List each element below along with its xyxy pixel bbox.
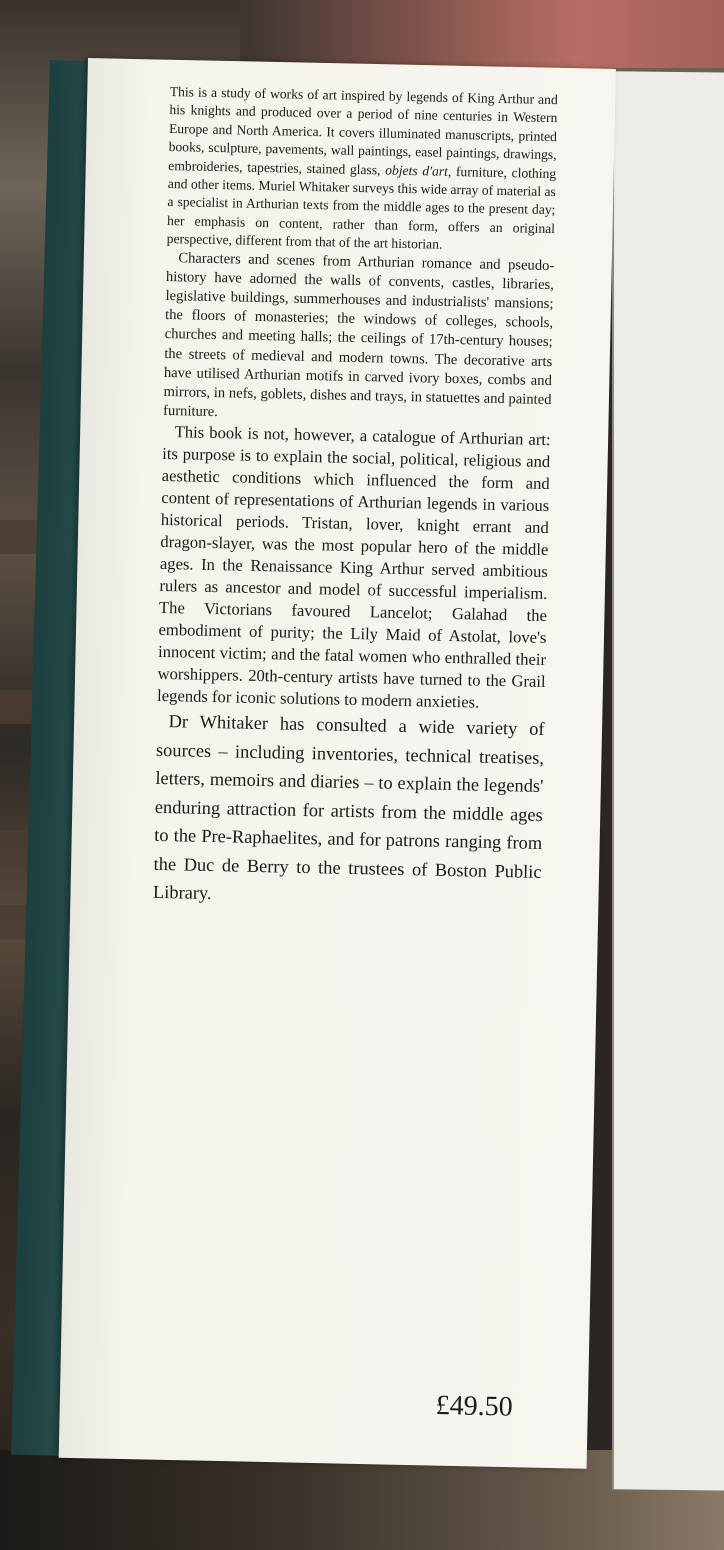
- price-label: £49.50: [435, 1390, 513, 1423]
- blurb-paragraph-3: This book is not, however, a catalogue of Arthurian art: its purpose is to explain the social, political, religious and aesthetic conditions which influenced the form and content of representations of Arthurian legends in various historical periods. Tristan, lover, knight errant and dragon-slayer, was the most popular hero of the middle ages. In the Renaissance King Arthur served ambitious rulers as ancestor and model of successful imperialism. The Victorians favoured Lancelot; Galahad the embodiment of purity; the Lily Maid of Astolat, love's innocent victim; and the fatal women who enthralled their worshippers. 20th-century artists have turned to the Grail legends for iconic solutions to modern anxieties.: [156, 422, 551, 713]
- blurb-paragraph-2: Characters and scenes from Arthurian romance and pseudo-history have adorned the walls of convents, castles, libraries, legislative buildings, summerhouses and industrialists' mansions; the floors of monasteries; the windows of colleges, schools, churches and meeting halls; the ceilings of 17th-century houses; the streets of medieval and modern towns. The decorative arts have utilised Arthurian motifs in carved ivory boxes, combs and mirrors, in nefs, goblets, dishes and trays, in statuettes and painted furniture.: [162, 249, 555, 421]
- jacket-blurb: [153, 83, 558, 914]
- blurb-paragraph-1: This is a study of works of art inspired by legends of King Arthur and his knights and produced over a period of nine centuries in Western Europe and North America. It covers illuminated manuscripts, printed books, sculpture, pavements, wall paintings, easel paintings, drawings, embroideries, tapestries, stained glass, objets d'art, furniture, clothing and other items. Muriel Whitaker surveys this wide array of material as a specialist in Arthurian texts from the middle ages to the present day; her emphasis on content, rather than form, offers an original perspective, different from that of the art historian.: [166, 83, 558, 252]
- book-inner-page: [612, 71, 724, 1490]
- blurb-paragraph-4: Dr Whitaker has consulted a wide variety of sources – including inventories, technical treatises, letters, memoirs and diaries – to explain the legends' enduring attraction for artists from the middle ages to the Pre-Raphaelites, and for patrons ranging from the Duc de Berry to the trustees of Boston Public Library.: [152, 711, 545, 903]
